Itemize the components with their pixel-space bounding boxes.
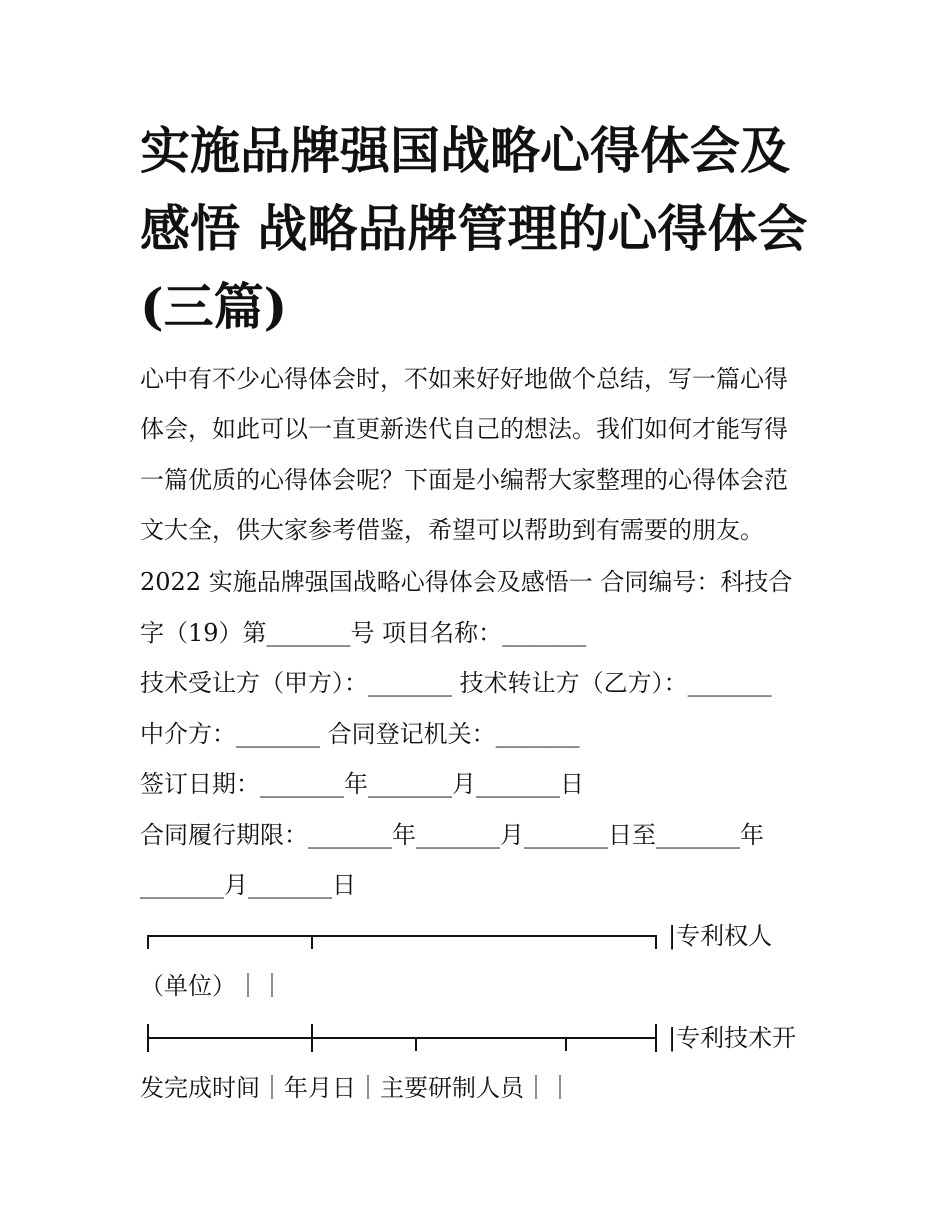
intro-line-3: 一篇优质的心得体会呢？下面是小编帮大家整理的心得体会范: [140, 466, 788, 494]
document-title: 实施品牌强国战略心得体会及感悟 战略品牌管理的心得体会(三篇): [140, 121, 808, 336]
intro-line-1: 心中有不少心得体会时，不如来好好地做个总结，写一篇心得: [140, 365, 788, 393]
contract-line-number: 2022 实施品牌强国战略心得体会及感悟一 合同编号：科技合: [140, 568, 793, 596]
table-tick: [147, 1024, 149, 1052]
contract-line-term-end: _______月_______日: [140, 871, 356, 899]
intro-line-4: 文大全，供大家参考借鉴，希望可以帮助到有需要的朋友。: [140, 516, 764, 544]
table-tick: [311, 935, 313, 949]
contract-line-project: 字（19）第_______号 项目名称：_______: [140, 619, 587, 647]
table-tick: [565, 1037, 567, 1051]
contract-line-sign-date: 签订日期：_______年_______月_______日: [140, 770, 584, 798]
table-cell-unit: （单位）｜｜: [140, 972, 284, 1000]
table-cell-tech-dev: |专利技术开: [668, 1024, 797, 1052]
table-border-row2: [147, 1037, 657, 1039]
contract-line-parties: 技术受让方（甲方）：_______ 技术转让方（乙方）：_______: [140, 669, 772, 697]
intro-line-2: 体会，如此可以一直更新迭代自己的想法。我们如何才能写得: [140, 415, 788, 443]
table-tick: [655, 935, 657, 949]
table-tick: [311, 1024, 313, 1052]
table-border-row1: [147, 935, 657, 937]
table-tick: [147, 935, 149, 949]
contract-line-agency: 中介方：_______ 合同登记机关：_______: [140, 720, 580, 748]
contract-line-term: 合同履行期限：_______年_______月_______日至_______年: [140, 821, 764, 849]
table-cell-completion: 发完成时间｜年月日｜主要研制人员｜｜: [140, 1074, 572, 1102]
table-tick: [655, 1024, 657, 1052]
table-cell-patentee: |专利权人: [668, 922, 773, 950]
table-tick: [415, 1037, 417, 1051]
